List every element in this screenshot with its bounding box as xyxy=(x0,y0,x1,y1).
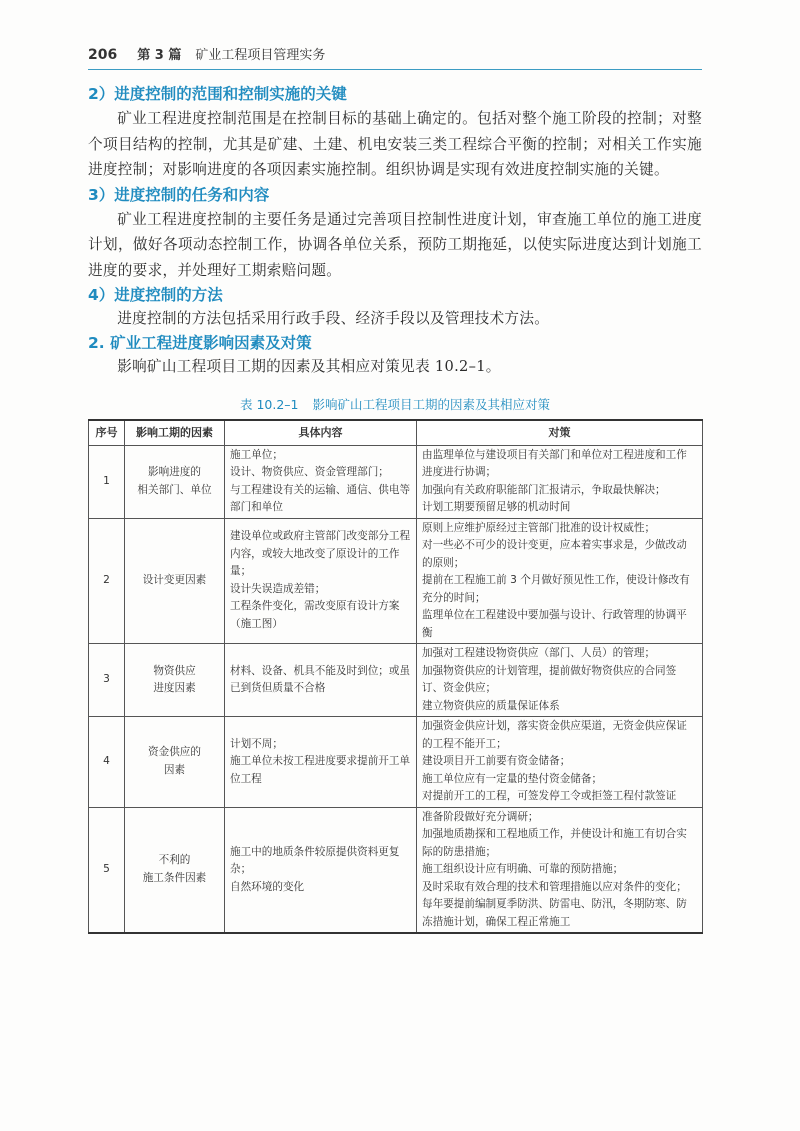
page-content xyxy=(88,82,702,934)
measures-cell xyxy=(417,518,703,644)
factors-table xyxy=(88,419,703,934)
content-item: 材料、设备、机具不能及时到位；或虽已到货但质量不合格 xyxy=(230,664,411,694)
table-header-row xyxy=(89,420,703,445)
content-cell xyxy=(225,644,417,717)
measures-item: 对一些必不可少的设计变更，应本着实事求是，少做改动的原则； xyxy=(422,539,687,569)
content-item: 设计失误造成差错； xyxy=(230,582,326,595)
factor-line: 施工条件因素 xyxy=(142,871,207,884)
section-heading-factors: 2. 矿业工程进度影响因素及对策 xyxy=(88,334,312,352)
factor-cell xyxy=(125,445,225,518)
book-title: 矿业工程项目管理实务 xyxy=(195,48,326,63)
header-factor: 影响工期的因素 xyxy=(125,420,225,445)
measures-cell xyxy=(417,644,703,717)
table-row xyxy=(89,644,703,717)
row-number: 4 xyxy=(89,717,125,808)
content-item: 建设单位或政府主管部门改变部分工程内容，或较大地改变了原设计的工作量； xyxy=(230,530,411,578)
factor-line: 影响进度的 xyxy=(148,466,201,478)
measures-item: 原则上应维护原经过主管部门批准的设计权威性； xyxy=(422,521,656,534)
row-number: 2 xyxy=(89,518,125,644)
section-text-methods: 进度控制的方法包括采用行政手段、经济手段以及管理技术方法。 xyxy=(117,310,550,327)
content-item: 设计、物资供应、资金管理部门； xyxy=(230,466,389,478)
measures-item: 建立物资供应的质量保证体系 xyxy=(422,699,560,712)
measures-item: 加强资金供应计划，落实资金供应渠道，无资金供应保证的工程不能开工； xyxy=(422,720,687,750)
measures-item: 对提前开工的工程，可签发停工令或拒签工程付款签证 xyxy=(422,790,677,802)
section-heading-scope: 2）进度控制的范围和控制实施的关键 xyxy=(88,85,347,103)
content-cell xyxy=(225,807,417,933)
measures-item: 加强对工程建设物资供应（部门、人员）的管理； xyxy=(422,647,656,659)
row-number: 1 xyxy=(89,445,125,518)
measures-item: 施工单位应有一定量的垫付资金储备； xyxy=(422,772,603,785)
section-text-tasks: 矿业工程进度控制的主要任务是通过完善项目控制性进度计划，审查施工单位的施工进度计划，做好各项动态控制工作，协调各单位关系，预防工期拖延，以使实际进度达到计划施工进度的要求，并处理好工期索赔问题。 xyxy=(88,210,702,279)
table-row xyxy=(89,518,703,644)
factor-line: 资金供应的 xyxy=(148,746,201,759)
factor-cell xyxy=(125,717,225,808)
measures-item: 施工组织设计应有明确、可靠的预防措施； xyxy=(422,863,624,875)
content-item: 施工中的地质条件较原提供资料更复杂； xyxy=(230,845,400,875)
measures-item: 加强地质勘探和工程地质工作，并使设计和施工有切合实际的防患措施； xyxy=(422,828,687,858)
factor-line: 进度因素 xyxy=(153,682,196,694)
table-row xyxy=(89,717,703,808)
factor-line: 因素 xyxy=(163,763,186,776)
measures-item: 每年要提前编制夏季防洪、防雷电、防汛，冬期防寒、防冻措施计划，确保工程正常施工 xyxy=(422,898,687,928)
table-row xyxy=(89,445,703,518)
section-text-factors: 影响矿山工程项目工期的因素及其相应对策见表 10.2–1。 xyxy=(117,358,501,375)
measures-item: 监理单位在工程建设中要加强与设计、行政管理的协调平衡 xyxy=(422,609,687,639)
header-rule xyxy=(88,69,702,70)
measures-item: 及时采取有效合理的技术和管理措施以应对条件的变化； xyxy=(422,880,687,893)
factor-line: 物资供应 xyxy=(153,664,196,677)
factor-line: 不利的 xyxy=(158,854,191,867)
header-no: 序号 xyxy=(89,420,125,445)
measures-item: 提前在工程施工前 3 个月做好预见性工作，使设计修改有充分的时间； xyxy=(422,574,690,604)
content-cell xyxy=(225,518,417,644)
table-row xyxy=(89,807,703,933)
measures-item: 计划工期要预留足够的机动时间 xyxy=(422,501,571,513)
content-item: 施工单位； xyxy=(230,448,283,461)
part-label: 第 3 篇 xyxy=(137,48,182,63)
measures-item: 由监理单位与建设项目有关部门和单位对工程进度和工作进度进行协调； xyxy=(422,448,687,478)
measures-cell xyxy=(417,807,703,933)
content-cell xyxy=(225,445,417,518)
section-text-scope: 矿业工程进度控制范围是在控制目标的基础上确定的。包括对整个施工阶段的控制；对整个项目结构的控制，尤其是矿建、土建、机电安装三类工程综合平衡的控制；对相关工作实施进度控制；对影响进度的各项因素实施控制。组织协调是实现有效进度控制实施的关键。 xyxy=(88,110,702,178)
page-number: 206 xyxy=(88,47,118,63)
measures-item: 建设项目开工前要有资金储备； xyxy=(422,755,571,767)
table-title: 影响矿山工程项目工期的因素及其相应对策 xyxy=(312,397,551,412)
factor-line: 相关部门、单位 xyxy=(137,483,212,496)
measures-item: 加强物资供应的计划管理，提前做好物资供应的合同签订、资金供应； xyxy=(422,664,677,694)
measures-item: 加强向有关政府职能部门汇报请示，争取最快解决； xyxy=(422,483,666,496)
measures-cell xyxy=(417,445,703,518)
content-item: 自然环境的变化 xyxy=(230,880,305,893)
table-caption xyxy=(88,395,702,413)
content-item: 计划不周； xyxy=(230,737,283,750)
content-item: 工程条件变化，需改变原有设计方案（施工图） xyxy=(230,600,400,630)
header-content: 具体内容 xyxy=(225,420,417,445)
table-number: 表 10.2–1 xyxy=(239,397,299,412)
row-number: 3 xyxy=(89,644,125,717)
section-heading-tasks: 3）进度控制的任务和内容 xyxy=(88,185,270,204)
section-heading-methods: 4）进度控制的方法 xyxy=(88,286,223,304)
measures-item: 准备阶段做好充分调研； xyxy=(422,810,539,823)
content-item: 与工程建设有关的运输、通信、供电等部门和单位 xyxy=(230,483,411,513)
running-header xyxy=(88,44,702,63)
factor-line: 设计变更因素 xyxy=(142,574,207,586)
factor-cell xyxy=(125,644,225,717)
factor-cell xyxy=(125,807,225,933)
content-cell xyxy=(225,717,417,808)
measures-cell xyxy=(417,717,703,808)
row-number: 5 xyxy=(89,807,125,933)
factor-cell xyxy=(125,518,225,644)
header-measures: 对策 xyxy=(417,420,703,445)
content-item: 施工单位未按工程进度要求提前开工单位工程 xyxy=(230,755,411,785)
